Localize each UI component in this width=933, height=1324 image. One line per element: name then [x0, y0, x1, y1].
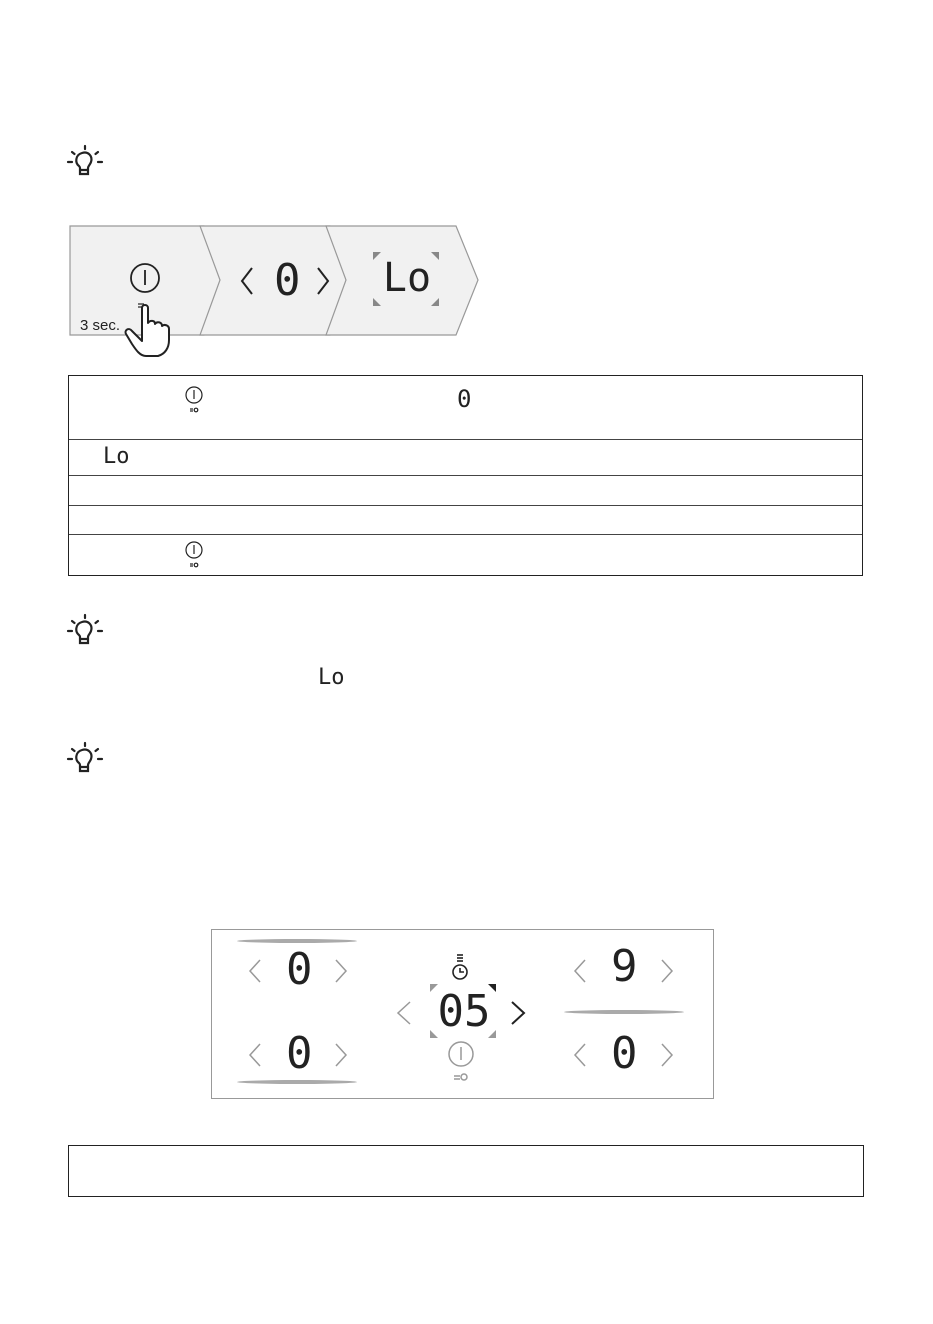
table-row [69, 440, 862, 476]
row2-display: Lo [103, 444, 130, 469]
step-illustration [68, 222, 488, 362]
duration-label: 3 sec. [80, 317, 121, 334]
step3-display [371, 250, 441, 308]
step3-text: Lo [382, 255, 432, 301]
step2-digit: 0 [274, 255, 301, 306]
table-row [69, 535, 862, 575]
zone-rear-right-display: 9 [611, 941, 638, 992]
table-row [69, 376, 862, 440]
tip-lightbulb-icon [66, 741, 104, 779]
table-row [69, 476, 862, 506]
timer-display: 05 [437, 986, 491, 1037]
zone-front-left-display: 0 [286, 944, 313, 995]
row1-display: 0 [457, 385, 472, 413]
zone-front-right-display: 0 [611, 1028, 638, 1079]
step2-display [240, 255, 330, 306]
note-box [68, 1145, 864, 1197]
tip-lightbulb-icon [66, 613, 104, 651]
table-row [69, 506, 862, 535]
zone-rear-left-display: 0 [286, 1028, 313, 1079]
instruction-table [68, 375, 863, 576]
tip-lightbulb-icon [66, 144, 104, 182]
power-icon [449, 1042, 473, 1080]
tip2-display: Lo [318, 665, 345, 690]
power-lock-icon [183, 541, 205, 569]
power-lock-icon [183, 386, 205, 414]
timer-icon [453, 955, 467, 979]
control-panel [211, 929, 714, 1099]
